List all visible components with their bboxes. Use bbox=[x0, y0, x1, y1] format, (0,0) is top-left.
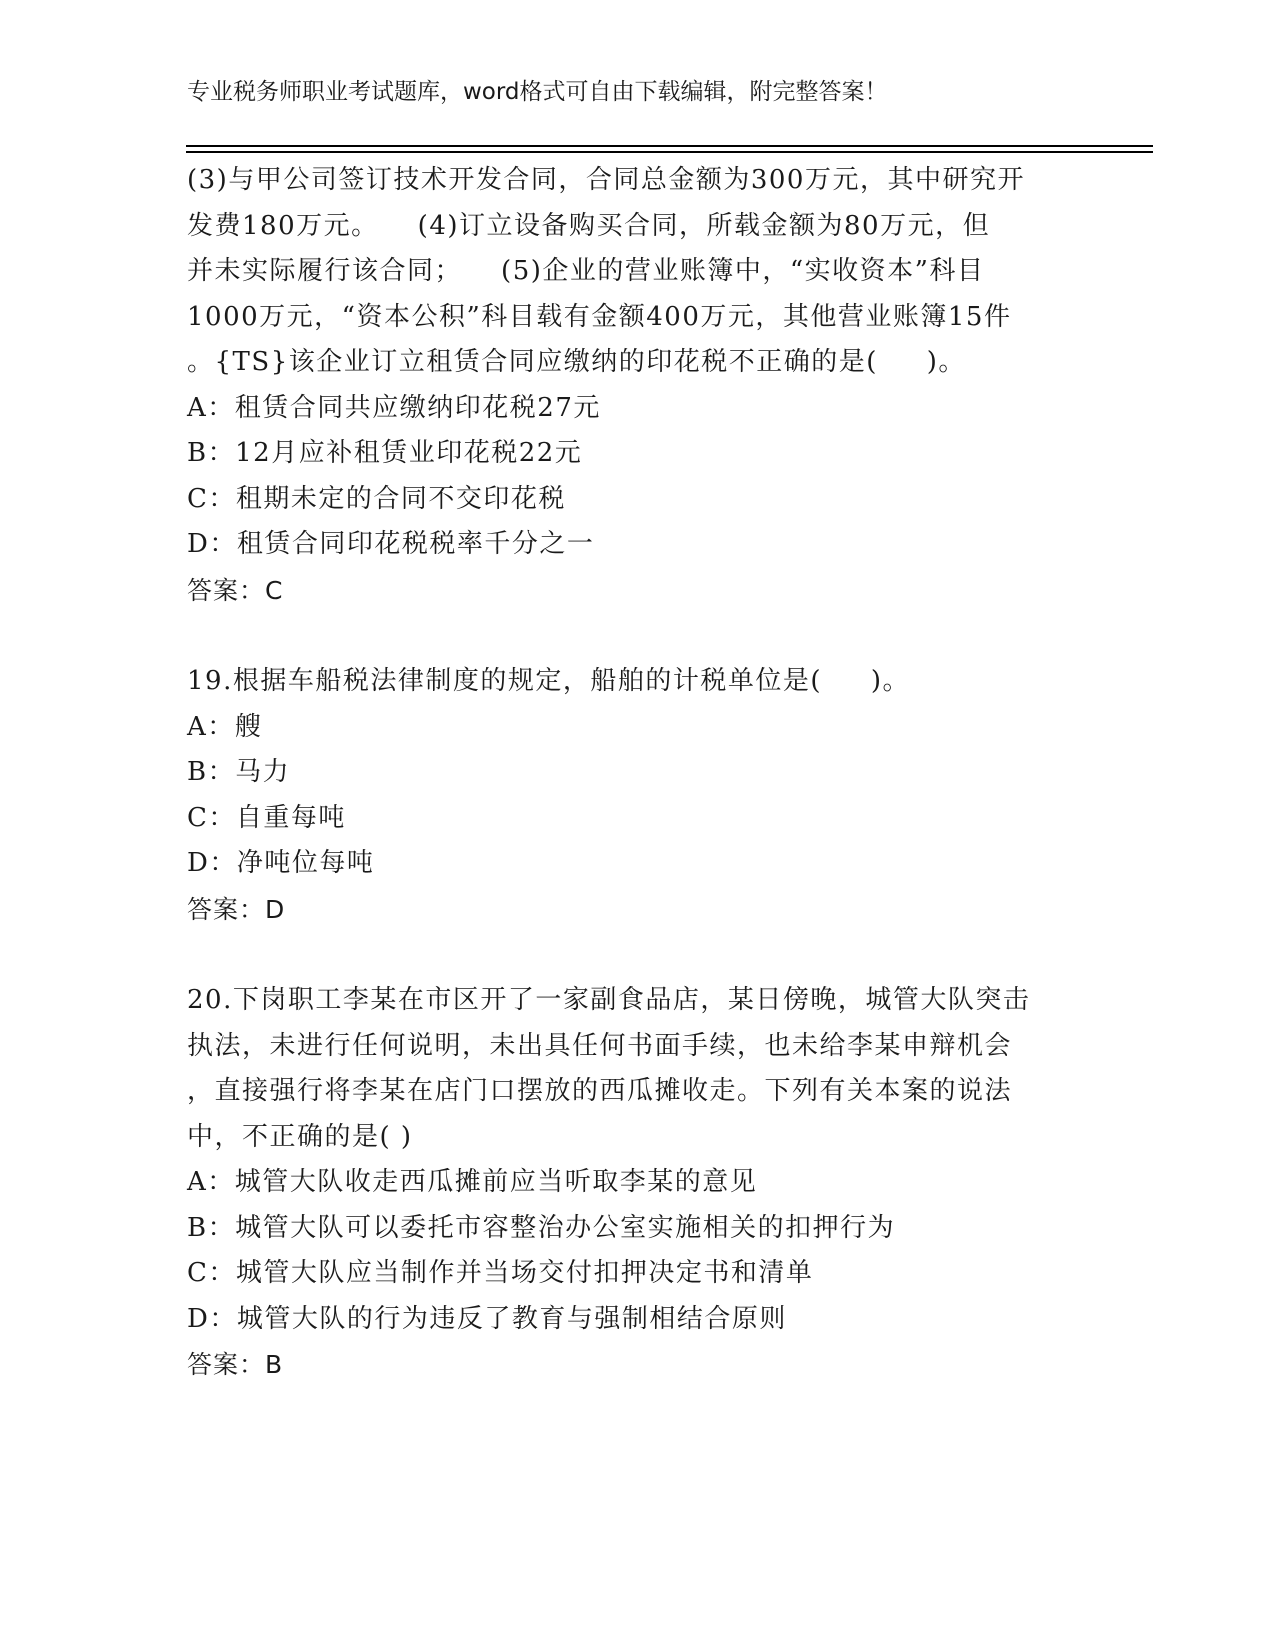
option-a: A：城管大队收走西瓜摊前应当听取李某的意见 bbox=[187, 1167, 758, 1197]
question-stem-line: 19.根据车船税法律制度的规定，船舶的计税单位是( )。 bbox=[187, 666, 910, 696]
page-header: 专业税务师职业考试题库，word格式可自由下载编辑，附完整答案！ bbox=[187, 79, 888, 105]
question-block bbox=[187, 158, 1087, 613]
spacer bbox=[187, 932, 1087, 978]
question-stem-line: 并未实际履行该合同； (5)企业的营业账簿中，“实收资本”科目 bbox=[187, 256, 985, 286]
option-a: A：租赁合同共应缴纳印花税27元 bbox=[187, 392, 601, 423]
document-body bbox=[187, 158, 1087, 1388]
question-stem-line: 发费180万元。 (4)订立设备购买合同，所载金额为80万元，但 bbox=[187, 210, 991, 241]
spacer bbox=[187, 613, 1087, 659]
option-d: D：城管大队的行为违反了教育与强制相结合原则 bbox=[187, 1303, 787, 1334]
answer-line: 答案：D bbox=[187, 894, 286, 924]
answer-line: 答案：C bbox=[187, 575, 284, 605]
header-rule-thick bbox=[186, 151, 1153, 153]
header-rule-thin bbox=[186, 145, 1153, 147]
option-b: B：12月应补租赁业印花税22元 bbox=[187, 438, 583, 468]
option-d: D：净吨位每吨 bbox=[187, 848, 375, 878]
question-stem-line: ，直接强行将李某在店门口摆放的西瓜摊收走。下列有关本案的说法 bbox=[187, 1076, 1013, 1106]
option-c: C：自重每吨 bbox=[187, 802, 346, 833]
option-c: C：租期未定的合同不交印花税 bbox=[187, 483, 566, 514]
question-block bbox=[187, 978, 1087, 1388]
question-stem-line: 1000万元，“资本公积”科目载有金额400万元，其他营业账簿15件 bbox=[187, 301, 1012, 332]
question-block bbox=[187, 659, 1087, 932]
question-stem-line: 。{TS}该企业订立租赁合同应缴纳的印花税不正确的是( )。 bbox=[187, 347, 966, 377]
option-b: B：城管大队可以委托市容整治办公室实施相关的扣押行为 bbox=[187, 1212, 896, 1243]
option-d: D：租赁合同印花税税率千分之一 bbox=[187, 529, 595, 559]
question-stem-line: 20.下岗职工李某在市区开了一家副食品店，某日傍晚，城管大队突击 bbox=[187, 985, 1031, 1015]
question-stem-line: 中，不正确的是( ) bbox=[187, 1121, 413, 1152]
answer-line: 答案：B bbox=[187, 1350, 284, 1379]
question-stem-line: (3)与甲公司签订技术开发合同，合同总金额为300万元，其中研究开 bbox=[187, 165, 1025, 195]
option-b: B：马力 bbox=[187, 757, 291, 787]
option-c: C：城管大队应当制作并当场交付扣押决定书和清单 bbox=[187, 1258, 814, 1288]
option-a: A：艘 bbox=[187, 711, 263, 742]
question-stem-line: 执法，未进行任何说明，未出具任何书面手续，也未给李某申辩机会 bbox=[187, 1030, 1013, 1061]
